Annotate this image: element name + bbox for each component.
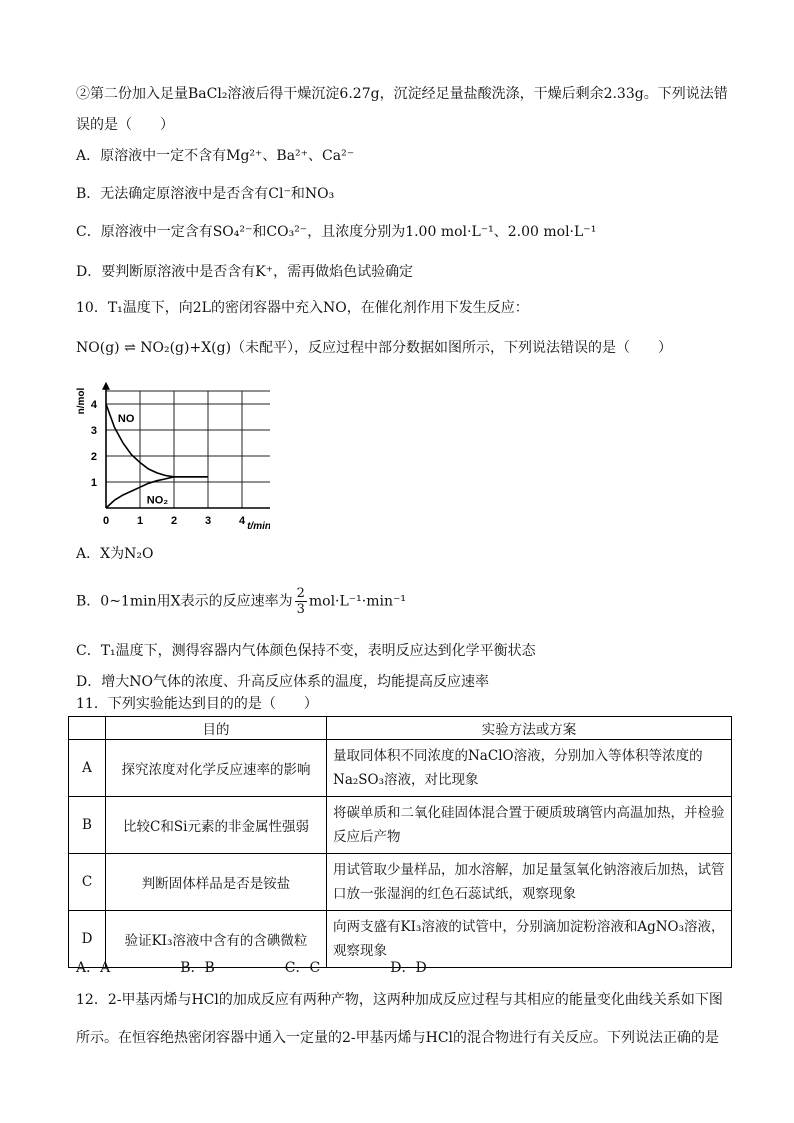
q10-option-b-text: B．0~1min用X表示的反应速率为 [76, 593, 293, 610]
q12-line2: 所示。在恒容绝热密闭容器中通入一定量的2-甲基丙烯与HCl的混合物进行有关反应。下列说法正确的是 [76, 1030, 720, 1046]
header-method: 实验方法或方案 [327, 717, 732, 740]
chart-svg [74, 378, 270, 530]
q11-stem: 11．下列实验能达到目的的是（ ） [76, 696, 318, 712]
series-label-no: NO [117, 413, 135, 426]
q9-option-a: A．原溶液中一定不含有Mg²⁺、Ba²⁺、Ca²⁻ [76, 148, 355, 164]
q10-option-b-unit: mol·L⁻¹·min⁻¹ [308, 593, 407, 610]
y-tick-label: 1 [90, 477, 97, 489]
row-method: 将碳单质和二氧化硅固体混合置于硬质玻璃管内高温加热，并检验反应后产物 [327, 797, 732, 854]
table-header-row [69, 717, 732, 740]
mole-time-chart [74, 378, 270, 530]
row-purpose: 探究浓度对化学反应速率的影响 [106, 740, 327, 797]
x-tick-label: 1 [136, 515, 144, 527]
row-label: B [69, 797, 106, 854]
table-row [69, 854, 732, 911]
y-tick-label: 3 [90, 425, 97, 437]
row-purpose: 验证KI₃溶液中含有的含碘微粒 [106, 911, 327, 968]
row-label: C [69, 854, 106, 911]
y-tick-label: 4 [90, 399, 97, 411]
x-tick-label: 2 [170, 515, 178, 527]
q10-option-a: A．X为N₂O [76, 546, 154, 562]
experiment-table [68, 716, 732, 968]
q10-stem-line1: 10．T₁温度下，向2L的密闭容器中充入NO，在催化剂作用下发生反应： [76, 300, 529, 316]
header-purpose: 目的 [106, 717, 327, 740]
x-tick-label: 3 [204, 515, 212, 527]
q9-option-d: D．要判断原溶液中是否含有K⁺，需再做焰色试验确定 [76, 264, 414, 280]
y-axis-arrow [102, 382, 110, 390]
fraction [295, 586, 307, 617]
fraction-numerator: 2 [296, 586, 305, 601]
row-method: 量取同体积不同浓度的NaClO溶液，分别加入等体积等浓度的Na₂SO₃溶液，对比现象 [327, 740, 732, 797]
q10-stem-line2: NO(g) ⇌ NO₂(g)+X(g)（未配平），反应过程中部分数据如图所示，下列说法错误的是（ ） [76, 340, 673, 356]
q10-option-c: C．T₁温度下，测得容器内气体颜色保持不变，表明反应达到化学平衡状态 [76, 643, 536, 659]
table-row [69, 740, 732, 797]
x-tick-label: 0 [102, 515, 110, 527]
row-purpose: 判断固体样品是否是铵盐 [106, 854, 327, 911]
row-label: D [69, 911, 106, 968]
y-axis-label: n/mol [76, 387, 87, 415]
y-tick-label: 2 [90, 451, 97, 463]
header-blank [69, 717, 106, 740]
q12-line1: 12．2-甲基丙烯与HCl的加成反应有两种产物，这两种加成反应过程与其相应的能量变化曲线关系如下图 [76, 992, 723, 1008]
fraction-denominator: 3 [296, 602, 305, 617]
row-method: 向两支盛有KI₃溶液的试管中，分别滴加淀粉溶液和AgNO₃溶液，观察现象 [327, 911, 732, 968]
q9-stem-line1: ②第二份加入足量BaCl₂溶液后得干燥沉淀6.27g，沉淀经足量盐酸洗涤，干燥后剩余2.33g。下列说法错 [76, 86, 728, 102]
x-tick-label: 4 [238, 515, 246, 527]
q9-option-b: B．无法确定原溶液中是否含有Cl⁻和NO₃ [76, 186, 335, 202]
x-axis-label: t/min [247, 521, 270, 530]
q10-option-b [76, 586, 406, 617]
row-method: 用试管取少量样品，加水溶解，加足量氢氧化钠溶液后加热，试管口放一张湿润的红色石蕊试纸，观察现象 [327, 854, 732, 911]
q9-option-c: C．原溶液中一定含有SO₄²⁻和CO₃²⁻，且浓度分别为1.00 mol·L⁻¹、2.00 mol·L⁻¹ [76, 224, 597, 240]
q10-option-d: D．增大NO气体的浓度、升高反应体系的温度，均能提高反应速率 [76, 674, 489, 690]
row-purpose: 比较C和Si元素的非金属性强弱 [106, 797, 327, 854]
row-label: A [69, 740, 106, 797]
series-label-no2: NO₂ [146, 494, 169, 507]
q9-stem-line2: 误的是（ ） [76, 117, 174, 133]
table-row [69, 797, 732, 854]
q11-options: A．A B．B C．C D．D [76, 960, 427, 976]
